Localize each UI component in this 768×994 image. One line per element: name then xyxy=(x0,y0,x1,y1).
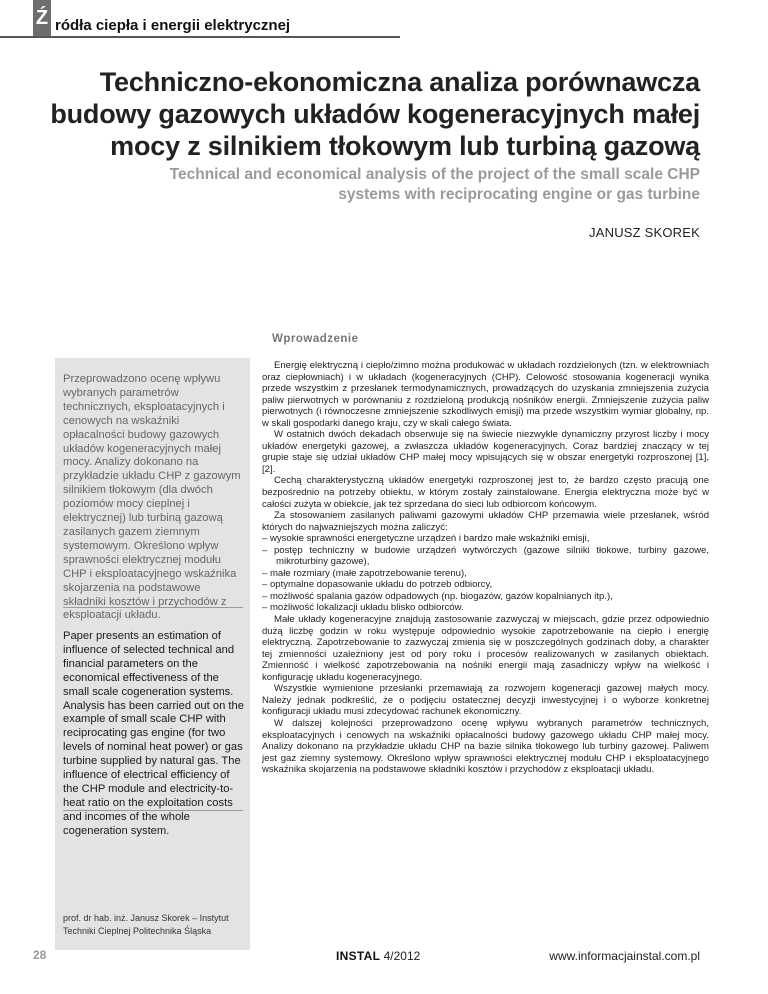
list-item: – postęp techniczny w budowie urządzeń wytwórczych (gazowe silniki tłokowe, turbiny gazowe, mikroturbiny gazowe), xyxy=(262,544,709,568)
intro-heading: Wprowadzenie xyxy=(272,333,359,345)
section-letter: Ź xyxy=(35,7,49,29)
list-item: – optymalne dopasowanie układu do potrzeb odbiorcy, xyxy=(262,579,493,591)
abstract-polish: Przeprowadzono ocenę wpływu wybranych parametrów technicznych, eksploatacyjnych i cenowych na wskaźniki opłacalności budowy gazowych układów kogeneracyjnych małej mocy. Analizy dokonano na przykładzie układu CHP z gazowym silnikiem tłokowym (dla dwóch poziomów mocy cieplnej i elektrycznej) lub turbiną gazową zasilanych gazem ziemnym systemowym. Określono wpływ sprawności elektrycznej modułu CHP i eksploatacyjnego wskaźnika skojarzenia na podstawowe składniki kosztów i przychodów z eksploatacji układu. xyxy=(63,373,241,622)
author-name: JANUSZ SKOREK xyxy=(589,225,700,240)
website-link[interactable]: www.informacjainstal.com.pl xyxy=(549,949,700,963)
section-title: ródła ciepła i energii elektrycznej xyxy=(55,17,291,34)
section-underline xyxy=(0,36,400,38)
body-paragraph: Wszystkie wymienione przesłanki przemawiają za rozwojem kogeneracji gazowej małych mocy. Należy jednak podkreślić, że o podjęciu ostatecznej decyzji inwestycyjnej i o wyborze konkretnej konfiguracji układu musi zdecydować rachunek ekonomiczny. xyxy=(262,683,709,718)
journal-name: INSTAL xyxy=(336,949,381,963)
list-item: – wysokie sprawności energetyczne urządzeń i bardzo małe wskaźniki emisji, xyxy=(262,533,590,545)
body-paragraph: Energię elektryczną i ciepło/zimno można produkować w układach rozdzielonych (tzn. w elektrowniach oraz ciepłowniach) i w układach (kogeneracyjnych (CHP). Celowość stosowania kogeneracji wynika przede wszystkim z przesłanek termodynamicznych, prowadzących do uzyskania zmniejszenia zużycia paliw pierwotnych w porównaniu z rozdzieloną produkcją nośników energii. Zmniejszenie zużycia paliw pierwotnych (i równoczesne zmniejszenie szkodliwych emisji) ma przede wszystkim wymiar globalny, np. w skali gospodarki danego kraju, czy w skali całego świata. xyxy=(262,360,709,429)
body-paragraph: Za stosowaniem zasilanych paliwami gazowymi układów CHP przemawia wiele przesłanek, wśród których do najważniejszych można zaliczyć: xyxy=(262,510,709,533)
list-item: – możliwość lokalizacji układu blisko odbiorców. xyxy=(262,602,464,614)
sidebar-divider-bottom xyxy=(63,810,243,811)
list-item: – możliwość spalania gazów odpadowych (np. biogazów, gazów kopalnianych itp.), xyxy=(262,590,613,602)
article-title: Techniczno-ekonomiczna analiza porównawcza budowy gazowych układów kogeneracyjnych małej mocy z silnikiem tłokowym lub turbiną gazową xyxy=(50,67,700,161)
author-affiliation: prof. dr hab. inż. Janusz Skorek – Instytut Techniki Cieplnej Politechnika Śląska xyxy=(63,913,229,936)
body-paragraph: W dalszej kolejności przeprowadzono ocenę wpływu wybranych parametrów technicznych, eksploatacyjnych i cenowych na wskaźniki opłacalności budowy gazowego układu CHP małej mocy. Analizy dokonano na przykładzie układu CHP na bazie silnika tłokowego lub turbiny gazowej. Paliwem jest gaz ziemny systemowy. Określono wpływ sprawności elektrycznej modułu CHP i eksploatacyjnego wskaźnika skojarzenia na podstawowe składniki kosztów i przychodów z eksploatacji układu. xyxy=(262,717,709,776)
sidebar-divider xyxy=(63,607,243,608)
list-item: – małe rozmiary (małe zapotrzebowanie terenu), xyxy=(262,567,467,579)
journal-issue xyxy=(336,949,420,963)
article-subtitle: Technical and economical analysis of the project of the small scale CHP systems with reciprocating engine or gas turbine xyxy=(169,166,700,203)
page-number: 28 xyxy=(33,948,47,962)
issue-number: 4/2012 xyxy=(380,949,421,963)
body-paragraph: Małe układy kogeneracyjne znajdują zastosowanie zazwyczaj w miejscach, gdzie przez odpowiednio dużą liczbę godzin w roku występuje odpowiednio wysokie zapotrzebowanie na ciepło i energię elektryczną. Zapotrzebowanie to zazwyczaj zmienia się w poszczególnych godzinach doby, a charakter tej zmienności uzależniony jest od pory roku i procesów realizowanych w zasilanych obiektach. Zmienność i wielkość zapotrzebowania na nośniki energii mają zasadniczy wpływ na wielkość i konfigurację układu kogeneracyjnego. xyxy=(262,614,709,683)
body-paragraph: W ostatnich dwóch dekadach obserwuje się na świecie niezwykle dynamiczny przyrost liczby i mocy układów energetyki gazowej, a zwłaszcza układów kogeneracyjnych. Coraz bardziej znaczący w tej grupie staje się udział układów CHP małej mocy wpisujących się w obszar energetyki rozproszonej [1], [2]. xyxy=(262,429,709,475)
body-paragraph: Cechą charakterystyczną układów energetyki rozproszonej jest to, że bardzo często pracują one bezpośrednio na potrzeby obiektu, w którym zostały zainstalowane. Energia elektryczna może być w całości zużyta w obiekcie, jak też sprzedana do sieci lub odbiorcom końcowym. xyxy=(262,475,709,510)
abstract-english: Paper presents an estimation of influence of selected technical and financial parameters on the economical effectiveness of the small scale cogeneration systems. Analysis has been carried out on the example of small scale CHP with reciprocating gas engine (for two levels of nominal heat power) or gas turbine supplied by natural gas. The influence of electrical efficiency of the CHP module and electricity-to-heat ratio on the exploitation costs and incomes of the whole cogeneration system. xyxy=(63,630,244,837)
article-body xyxy=(262,360,709,776)
